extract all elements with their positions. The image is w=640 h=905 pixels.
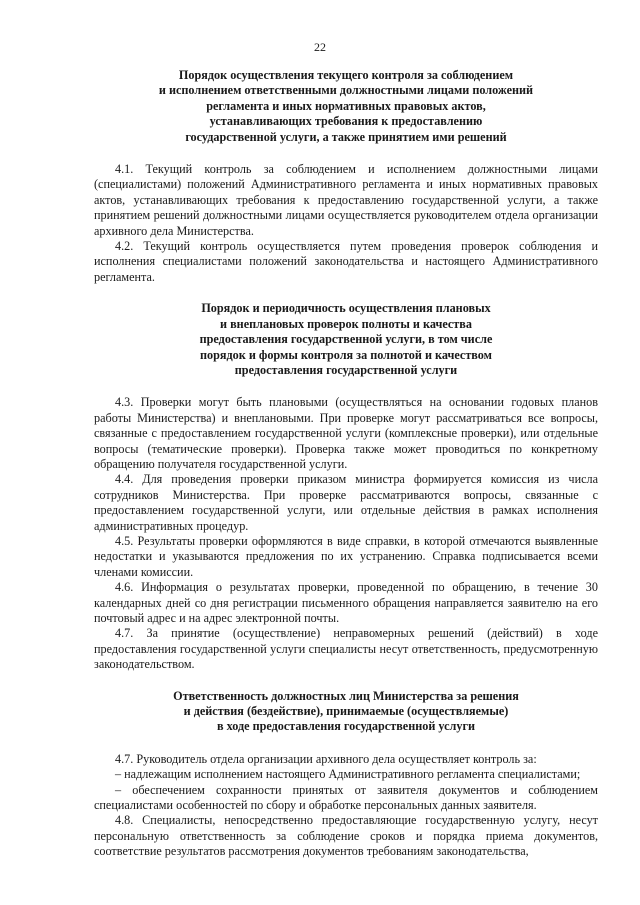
list-item-dash: – обеспечением сохранности принятых от заявителя документов и соблюдением специалистами особенностей по сбору и обработке персональных данных заявителя. bbox=[94, 782, 598, 813]
heading-line: предоставления государственной услуги, в том числе bbox=[199, 332, 493, 347]
heading-line: в ходе предоставления государственной услуги bbox=[216, 719, 476, 734]
heading-line: Порядок осуществления текущего контроля за соблюдением bbox=[178, 68, 514, 82]
paragraph-4-7-control: 4.7. Руководитель отдела организации архивного дела осуществляет контроль за: bbox=[115, 751, 537, 766]
paragraph-4-5: 4.5. Результаты проверки оформляются в виде справки, в которой отмечаются выявленные недостатки и указываются предложения по их устранению. Справка подписывается всеми членами комиссии. bbox=[94, 533, 598, 579]
paragraph-4-2: 4.2. Текущий контроль осуществляется путем проведения проверок соблюдения и исполнения специалистами положений законодательства и настоящего Административного регламента. bbox=[94, 239, 598, 284]
paragraph-4-4: 4.4. Для проведения проверки приказом министра формируется комиссия из числа сотрудников Министерства. При проверке рассматриваются вопросы, связанные с предоставлением государственной услуги, или отдельные действия в рамках исполнения административных процедур. bbox=[94, 472, 598, 533]
paragraph-4-6: 4.6. Информация о результатах проверки, проведенной по обращению, в течение 30 календарных дней со дня регистрации письменного обращения направляется заявителю на его почтовый адрес и на адрес электронной почты. bbox=[94, 580, 598, 625]
heading-line: и действия (бездействие), принимаемые (осуществляемые) bbox=[183, 704, 509, 719]
section-heading-responsibility bbox=[94, 689, 598, 735]
list-item-dash: – надлежащим исполнением настоящего Административного регламента специалистами; bbox=[115, 767, 581, 782]
heading-line: государственной услуги, а также принятием ими решений bbox=[185, 129, 507, 144]
heading-line: и внеплановых проверок полноты и качества bbox=[220, 316, 472, 331]
paragraph-4-7: 4.7. За принятие (осуществление) неправомерных решений (действий) в ходе предоставления государственной услуги специалисты несут ответственность, предусмотренную законодательством. bbox=[94, 626, 598, 672]
heading-line: Порядок и периодичность осуществления плановых bbox=[201, 301, 491, 316]
heading-line: предоставления государственной услуги bbox=[234, 362, 458, 377]
paragraph-4-3: 4.3. Проверки могут быть плановыми (осуществляться на основании годовых планов работы Министерства) и внеплановыми. При проверке могут рассматриваться все вопросы, связанные с предоставлением государственной услуги (комплексные проверки), или отдельные вопросы (тематические проверки). Проверка также может проводиться по конкретному обращению получателя государственной услуги. bbox=[94, 395, 598, 471]
heading-line: и исполнением ответственными должностными лицами положений bbox=[158, 83, 534, 98]
heading-line: устанавливающих требования к предоставлению bbox=[209, 114, 483, 129]
paragraph-4-8: 4.8. Специалисты, непосредственно предоставляющие государственную услугу, несут персональную ответственность за соблюдение сроков и порядка приема документов, соответствие результатов рассмотрения документов требованиям законодательства, bbox=[94, 813, 598, 859]
paragraph-4-1: 4.1. Текущий контроль за соблюдением и исполнением должностными лицами (специалистами) положений Административного регламента и иных нормативных правовых актов, устанавливающих требования к предоставлению государственной услуги, а также принятием решений должностными лицами осуществляется руководителем отдела организации архивного дела Министерства. bbox=[94, 162, 598, 238]
heading-line: порядок и формы контроля за полнотой и качеством bbox=[200, 347, 492, 362]
section-heading-inspections bbox=[94, 301, 598, 378]
heading-line: регламента и иных нормативных правовых актов, bbox=[206, 98, 486, 113]
heading-line: Ответственность должностных лиц Министерства за решения bbox=[173, 688, 519, 703]
page-number: 22 bbox=[314, 40, 326, 54]
section-heading-current-control bbox=[94, 68, 598, 145]
document-body bbox=[94, 68, 598, 860]
